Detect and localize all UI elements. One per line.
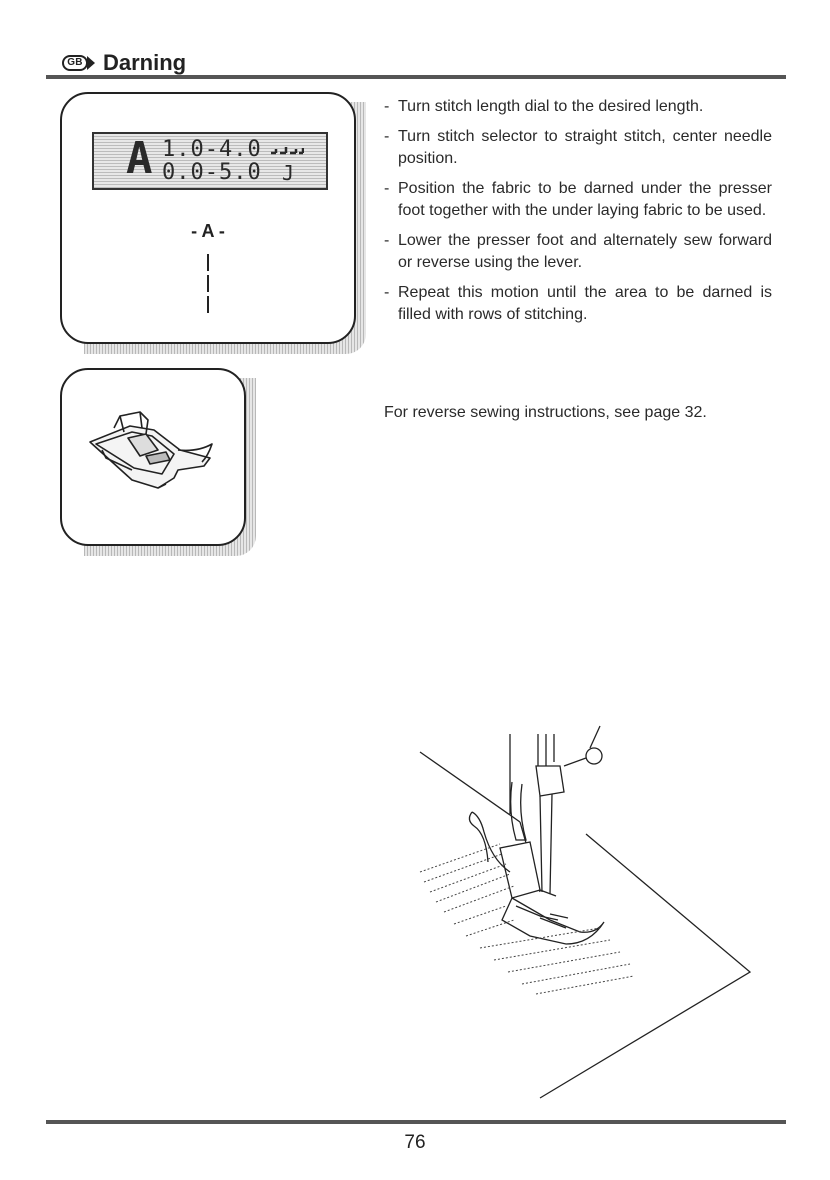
section-header bbox=[62, 50, 186, 76]
instruction-list bbox=[384, 96, 772, 334]
lcd-stitch-letter: A bbox=[126, 133, 151, 184]
bottom-divider bbox=[46, 1120, 786, 1124]
presser-foot-icon bbox=[62, 370, 244, 544]
bullet-dash: - bbox=[384, 284, 390, 301]
lcd-presser-foot-code: J bbox=[282, 161, 295, 185]
lcd-display bbox=[92, 132, 328, 190]
darning-illustration bbox=[390, 722, 770, 1102]
instruction-item: - Position the fabric to be darned under the presser foot together with the under laying fabric to be used. bbox=[384, 180, 772, 219]
bullet-dash: - bbox=[384, 128, 390, 145]
bullet-dash: - bbox=[384, 232, 390, 249]
instruction-item: - Turn stitch length dial to the desired length. bbox=[384, 96, 772, 118]
instruction-item: - Lower the presser foot and alternately sew forward or reverse using the lever. bbox=[384, 232, 772, 271]
top-divider bbox=[46, 75, 786, 79]
display-panel bbox=[60, 92, 356, 344]
callout-line bbox=[207, 275, 209, 292]
lcd-stitch-length-range: 1.0-4.0 bbox=[162, 137, 262, 162]
presser-foot-panel bbox=[60, 368, 246, 546]
page-title: Darning bbox=[103, 50, 187, 75]
bullet-dash: - bbox=[384, 180, 390, 197]
reverse-sewing-note: For reverse sewing instructions, see page 32. bbox=[384, 404, 707, 421]
language-arrow-icon bbox=[87, 56, 95, 70]
callout-line bbox=[207, 254, 209, 271]
lcd-stitch-width-range: 0.0-5.0 bbox=[162, 160, 262, 185]
display-callout-label: - A - bbox=[191, 221, 225, 241]
bullet-dash: - bbox=[384, 98, 390, 115]
instruction-item: - Repeat this motion until the area to be darned is filled with rows of stitching. bbox=[384, 284, 772, 323]
straight-stitch-icon bbox=[270, 143, 304, 157]
language-badge: GB bbox=[62, 55, 88, 71]
page-number: 76 bbox=[404, 1132, 426, 1153]
instruction-item: - Turn stitch selector to straight stitch, center needle position. bbox=[384, 128, 772, 167]
callout-line bbox=[207, 296, 209, 313]
